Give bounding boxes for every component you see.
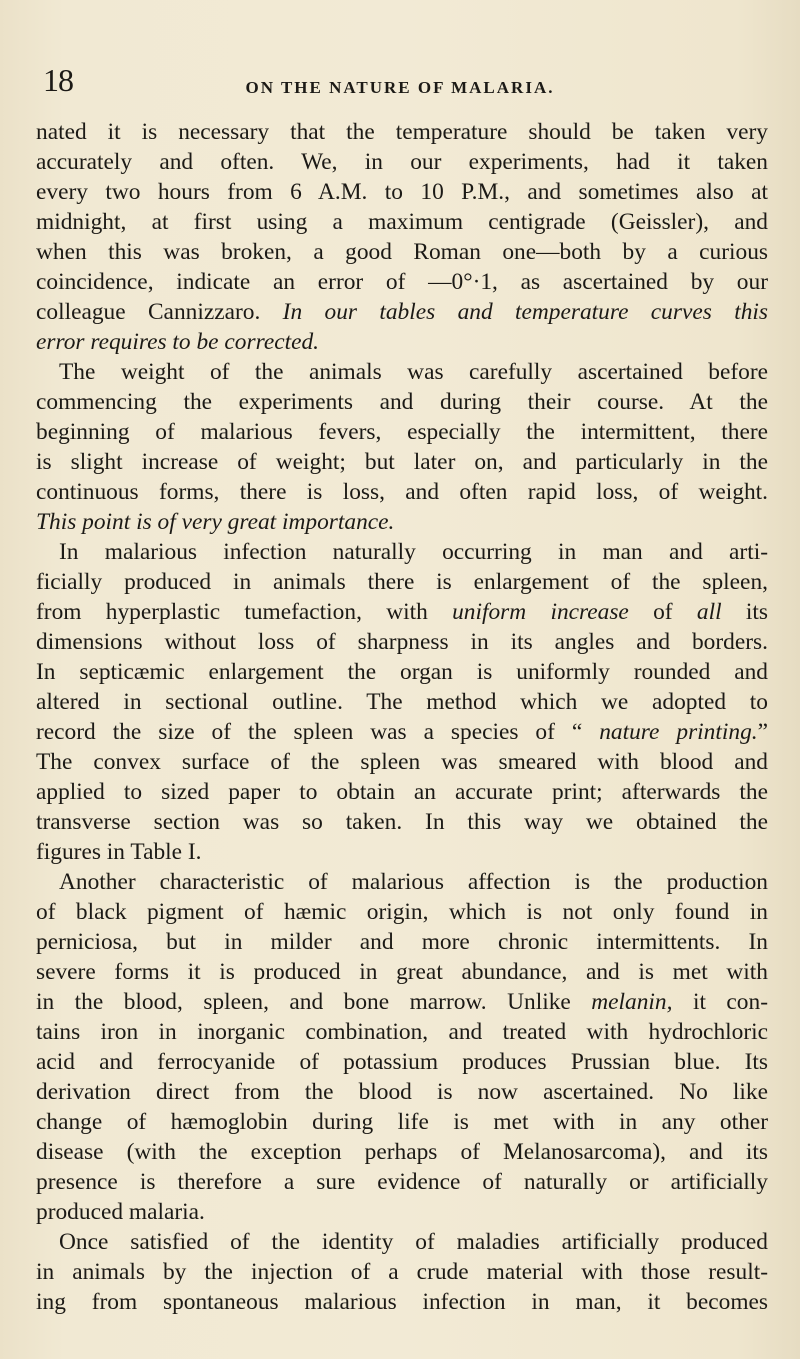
text-line: Once satisfied of the identity of maladies artificially produced	[59, 1229, 768, 1255]
text-line: Another characteristic of malarious affection is the production	[59, 869, 768, 895]
italic-phrase: In our tables and temperature curves this	[282, 299, 768, 325]
text-line: figures in Table I.	[36, 839, 202, 865]
text-line: colleague Cannizzaro. In our tables and temperature curves this	[36, 299, 768, 325]
text-line	[36, 511, 768, 534]
text-line: when this was broken, a good Roman one—both by a curious	[36, 239, 768, 265]
text-line: coincidence, indicate an error of —0°·1, as ascertained by our	[36, 269, 768, 295]
text-line: accurately and often. We, in our experiments, had it taken	[36, 149, 768, 175]
text-line: of black pigment of hæmic origin, which is not only found in	[36, 899, 768, 925]
text-line: in the blood, spleen, and bone marrow. Unlike melanin, it con-	[36, 989, 768, 1015]
text-line: tains iron in inorganic combination, and treated with hydrochloric	[36, 1019, 768, 1045]
page-number: 18	[43, 62, 73, 98]
text-line: nated it is necessary that the temperature should be taken very	[36, 119, 768, 145]
text-line: produced malaria.	[36, 1199, 205, 1225]
text-line: altered in sectional outline. The method which we adopted to	[36, 689, 768, 715]
text-line: dimensions without loss of sharpness in its angles and borders.	[36, 629, 768, 655]
text-line: acid and ferrocyanide of potassium produces Prussian blue. Its	[36, 1049, 768, 1075]
text-line	[36, 331, 768, 354]
text-line: every two hours from 6 A.M. to 10 P.M., and sometimes also at	[36, 179, 768, 205]
text-line: in animals by the injection of a crude material with those result-	[36, 1259, 768, 1285]
text-line: ing from spontaneous malarious infection in man, it becomes	[36, 1289, 768, 1315]
text-line: is slight increase of weight; but later on, and particularly in the	[36, 449, 768, 475]
text-line: transverse section was so taken. In this way we obtained the	[36, 809, 768, 835]
text-line: continuous forms, there is loss, and often rapid loss, of weight.	[36, 479, 768, 505]
text-line: perniciosa, but in milder and more chronic intermittents. In	[36, 929, 768, 955]
italic-phrase: This point is of very great importance.	[36, 509, 395, 535]
text-line: The weight of the animals was carefully ascertained before	[59, 359, 768, 385]
text-line: beginning of malarious fevers, especially the intermittent, there	[36, 419, 768, 445]
text-line: commencing the experiments and during their course. At the	[36, 389, 768, 415]
text-line: The convex surface of the spleen was smeared with blood and	[36, 749, 768, 775]
text-line: presence is therefore a sure evidence of naturally or artificially	[36, 1169, 768, 1195]
text-line: ficially produced in animals there is enlargement of the spleen,	[36, 569, 768, 595]
italic-phrase: nature printing.	[599, 719, 758, 745]
text-line: applied to sized paper to obtain an accurate print; afterwards the	[36, 779, 768, 805]
text-line: disease (with the exception perhaps of Melanosarcoma), and its	[36, 1139, 768, 1165]
text-line: severe forms it is produced in great abundance, and is met with	[36, 959, 768, 985]
italic-phrase: error requires to be corrected.	[36, 329, 320, 355]
text-line: record the size of the spleen was a species of “ nature printing.”	[36, 719, 768, 745]
text-line: In malarious infection naturally occurring in man and arti-	[59, 539, 768, 565]
running-head: ON THE NATURE OF MALARIA.	[245, 78, 555, 97]
italic-phrase: melanin,	[591, 989, 673, 1015]
text-line: change of hæmoglobin during life is met with in any other	[36, 1109, 768, 1135]
text-line: from hyperplastic tumefaction, with uniform increase of all its	[36, 599, 768, 625]
text-line: midnight, at first using a maximum centigrade (Geissler), and	[36, 209, 768, 235]
text-line: derivation direct from the blood is now ascertained. No like	[36, 1079, 768, 1105]
italic-phrase: uniform increase	[452, 599, 629, 625]
text-line: In septicæmic enlargement the organ is uniformly rounded and	[36, 659, 768, 685]
italic-phrase: all	[696, 599, 722, 625]
